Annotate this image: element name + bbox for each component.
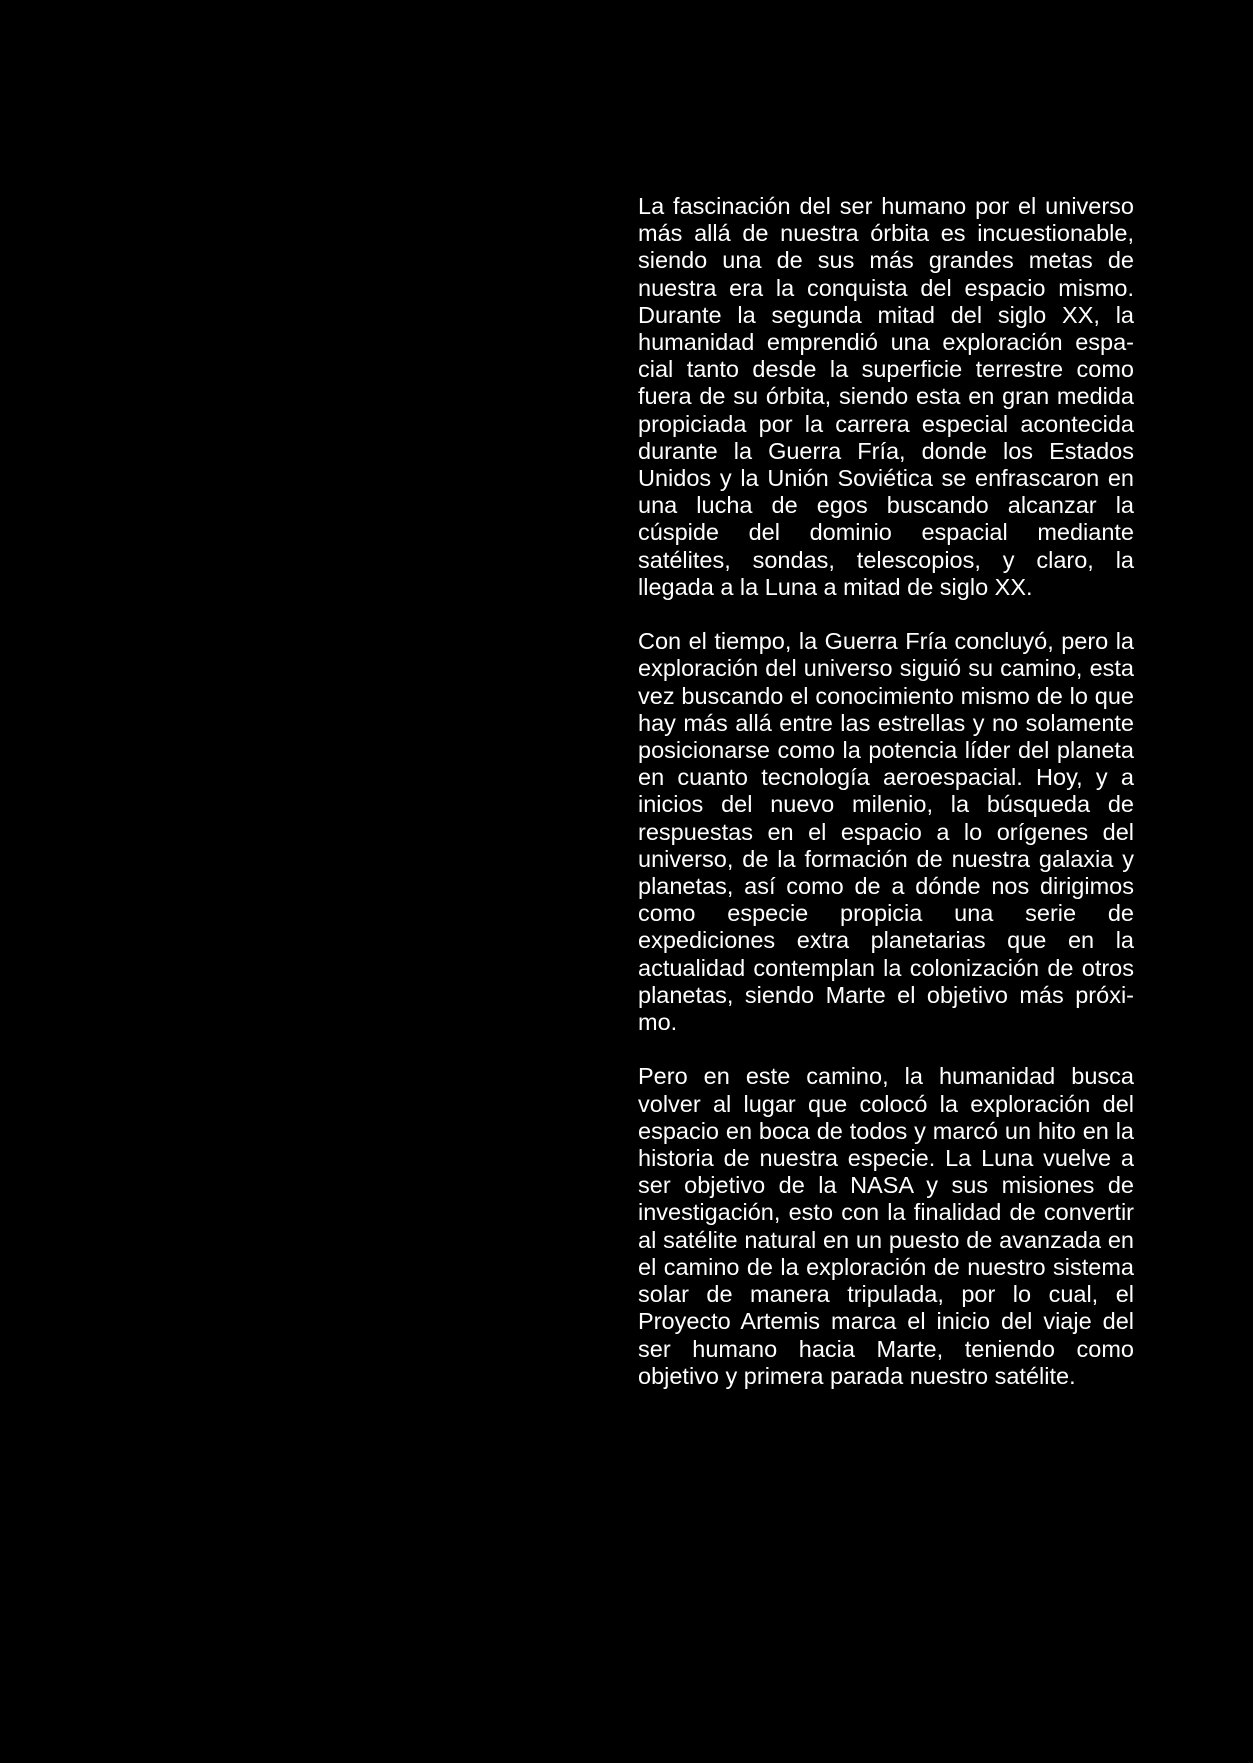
- body-text-column: [638, 193, 1134, 1390]
- paragraph-1: La fascinación del ser humano por el universo más allá de nuestra órbita es incuestionable, siendo una de sus más grandes metas de nuestra era la conquista del espacio mismo. Durante la segunda mitad del siglo XX, la humanidad emprendió una exploración espacial tanto desde la superficie terrestre como fuera de su órbita, siendo esta en gran medida propiciada por la carrera especial acontecida durante la Guerra Fría, donde los Estados Unidos y la Unión Soviética se enfrascaron en una lucha de egos buscando alcanzar la cúspide del dominio espacial mediante satélites, sondas, telescopios, y claro, la llegada a la Luna a mitad de siglo XX.: [638, 193, 1134, 600]
- paragraph-3: Pero en este camino, la humanidad busca volver al lugar que colocó la exploración del espacio en boca de todos y marcó un hito en la historia de nuestra especie. La Luna vuelve a ser objetivo de la NASA y sus misiones de investigación, esto con la finalidad de convertir al satélite natural en un puesto de avanzada en el camino de la exploración de nuestro sistema solar de manera tripulada, por lo cual, el Proyecto Artemis marca el inicio del viaje del ser humano hacia Marte, teniendo como objetivo y primera parada nuestro satélite.: [638, 1063, 1134, 1389]
- paragraph-2: Con el tiempo, la Guerra Fría concluyó, pero la exploración del universo siguió su camino, esta vez buscando el conocimiento mismo de lo que hay más allá entre las estrellas y no solamente posicionarse como la potencia líder del planeta en cuanto tecnología aeroespacial. Hoy, y a inicios del nuevo milenio, la búsqueda de respuestas en el espacio a lo orígenes del universo, de la formación de nuestra galaxia y planetas, así como de a dónde nos dirigimos como especie propicia una serie de expediciones extra planetarias que en la actualidad contemplan la colonización de otros planetas, siendo Marte el objetivo más próximo.: [638, 628, 1134, 1036]
